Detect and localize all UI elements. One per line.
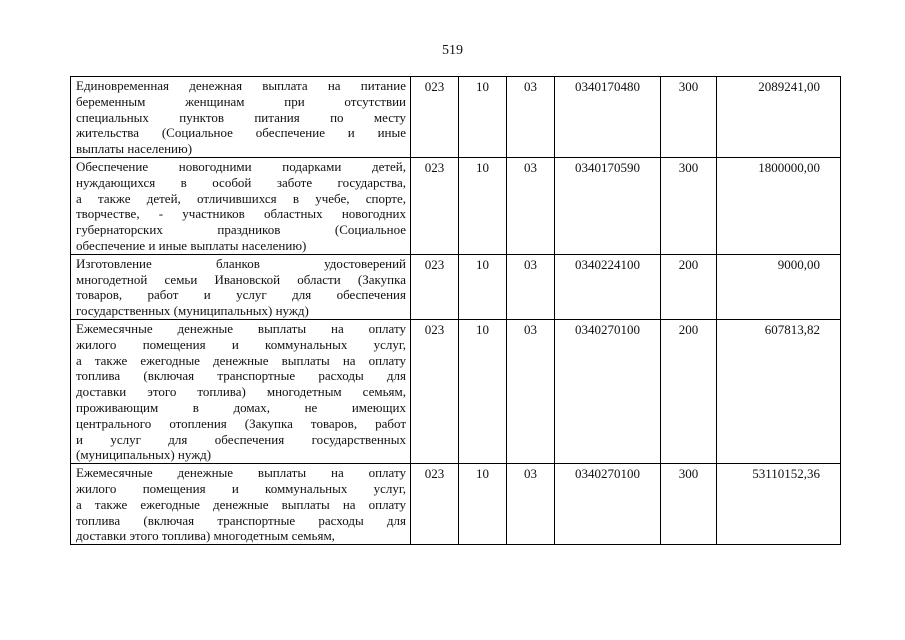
col-amount: 53110152,36 [717,464,841,545]
description-line: жилого помещения и коммунальных услуг, [76,480,406,496]
description-line: творчестве, - участников областных новогодних [76,206,406,222]
col-ved: 023 [411,254,459,319]
description-line: государственных (муниципальных) нужд) [76,303,309,319]
description-line: Единовременная денежная выплата на питание [76,78,406,93]
description-line: (муниципальных) нужд) [76,447,212,463]
row-description [71,77,411,158]
description-line: и услуг для обеспечения государственных [76,431,406,447]
description-line: центрального отопления (Закупка товаров, работ [76,415,406,431]
description-line: доставки этого топлива) многодетным семьям, [76,384,406,400]
col-section: 10 [459,77,507,158]
col-subsection: 03 [507,319,555,463]
description-line: обеспечение и иные выплаты населению) [76,237,307,253]
row-description [71,157,411,254]
col-section: 10 [459,157,507,254]
budget-table [70,76,841,545]
description-line: нуждающихся в особой заботе государства, [76,174,406,190]
table-row [71,319,841,463]
col-amount: 607813,82 [717,319,841,463]
col-subsection: 03 [507,464,555,545]
description-line: выплаты населению) [76,141,193,157]
col-target-article: 0340224100 [555,254,661,319]
col-ved: 023 [411,319,459,463]
table-row [71,157,841,254]
description-line: топлива (включая транспортные расходы для [76,368,406,384]
col-amount: 9000,00 [717,254,841,319]
row-description [71,319,411,463]
col-target-article: 0340270100 [555,464,661,545]
description-line: специальных пунктов питания по месту [76,109,406,125]
col-target-article: 0340170590 [555,157,661,254]
col-amount: 1800000,00 [717,157,841,254]
description-line: многодетной семьи Ивановской области (Закупка [76,271,406,287]
row-description [71,254,411,319]
table-row [71,254,841,319]
col-ved: 023 [411,464,459,545]
description-line: Обеспечение новогодними подарками детей, [76,158,406,174]
description-line: товаров, работ и услуг для обеспечения [76,287,406,303]
col-ved: 023 [411,157,459,254]
col-expense-type: 300 [661,77,717,158]
description-line: проживающим в домах, не имеющих [76,399,406,415]
description-line: Ежемесячные денежные выплаты на оплату [76,320,406,336]
col-subsection: 03 [507,254,555,319]
col-amount: 2089241,00 [717,77,841,158]
col-expense-type: 200 [661,319,717,463]
description-line: а также ежегодные денежные выплаты на оплату [76,352,406,368]
col-target-article: 0340170480 [555,77,661,158]
col-subsection: 03 [507,77,555,158]
description-line: а также детей, отличившихся в учебе, спорте, [76,190,406,206]
table-row [71,464,841,545]
table-row [71,77,841,158]
col-expense-type: 200 [661,254,717,319]
description-line: жительства (Социальное обеспечение и иные [76,125,406,141]
col-target-article: 0340270100 [555,319,661,463]
description-line: топлива (включая транспортные расходы для [76,512,406,528]
table-body [71,77,841,545]
description-line: а также ежегодные денежные выплаты на оплату [76,496,406,512]
description-line: доставки этого топлива) многодетным семьям, [76,528,335,544]
col-ved: 023 [411,77,459,158]
row-description [71,464,411,545]
col-expense-type: 300 [661,464,717,545]
col-subsection: 03 [507,157,555,254]
col-section: 10 [459,319,507,463]
description-line: Изготовление бланков удостоверений [76,255,406,271]
description-line: беременным женщинам при отсутствии [76,93,406,109]
description-line: жилого помещения и коммунальных услуг, [76,336,406,352]
page-number: 519 [442,43,463,58]
col-expense-type: 300 [661,157,717,254]
description-line: губернаторских праздников (Социальное [76,222,406,238]
col-section: 10 [459,464,507,545]
col-section: 10 [459,254,507,319]
description-line: Ежемесячные денежные выплаты на оплату [76,465,406,481]
